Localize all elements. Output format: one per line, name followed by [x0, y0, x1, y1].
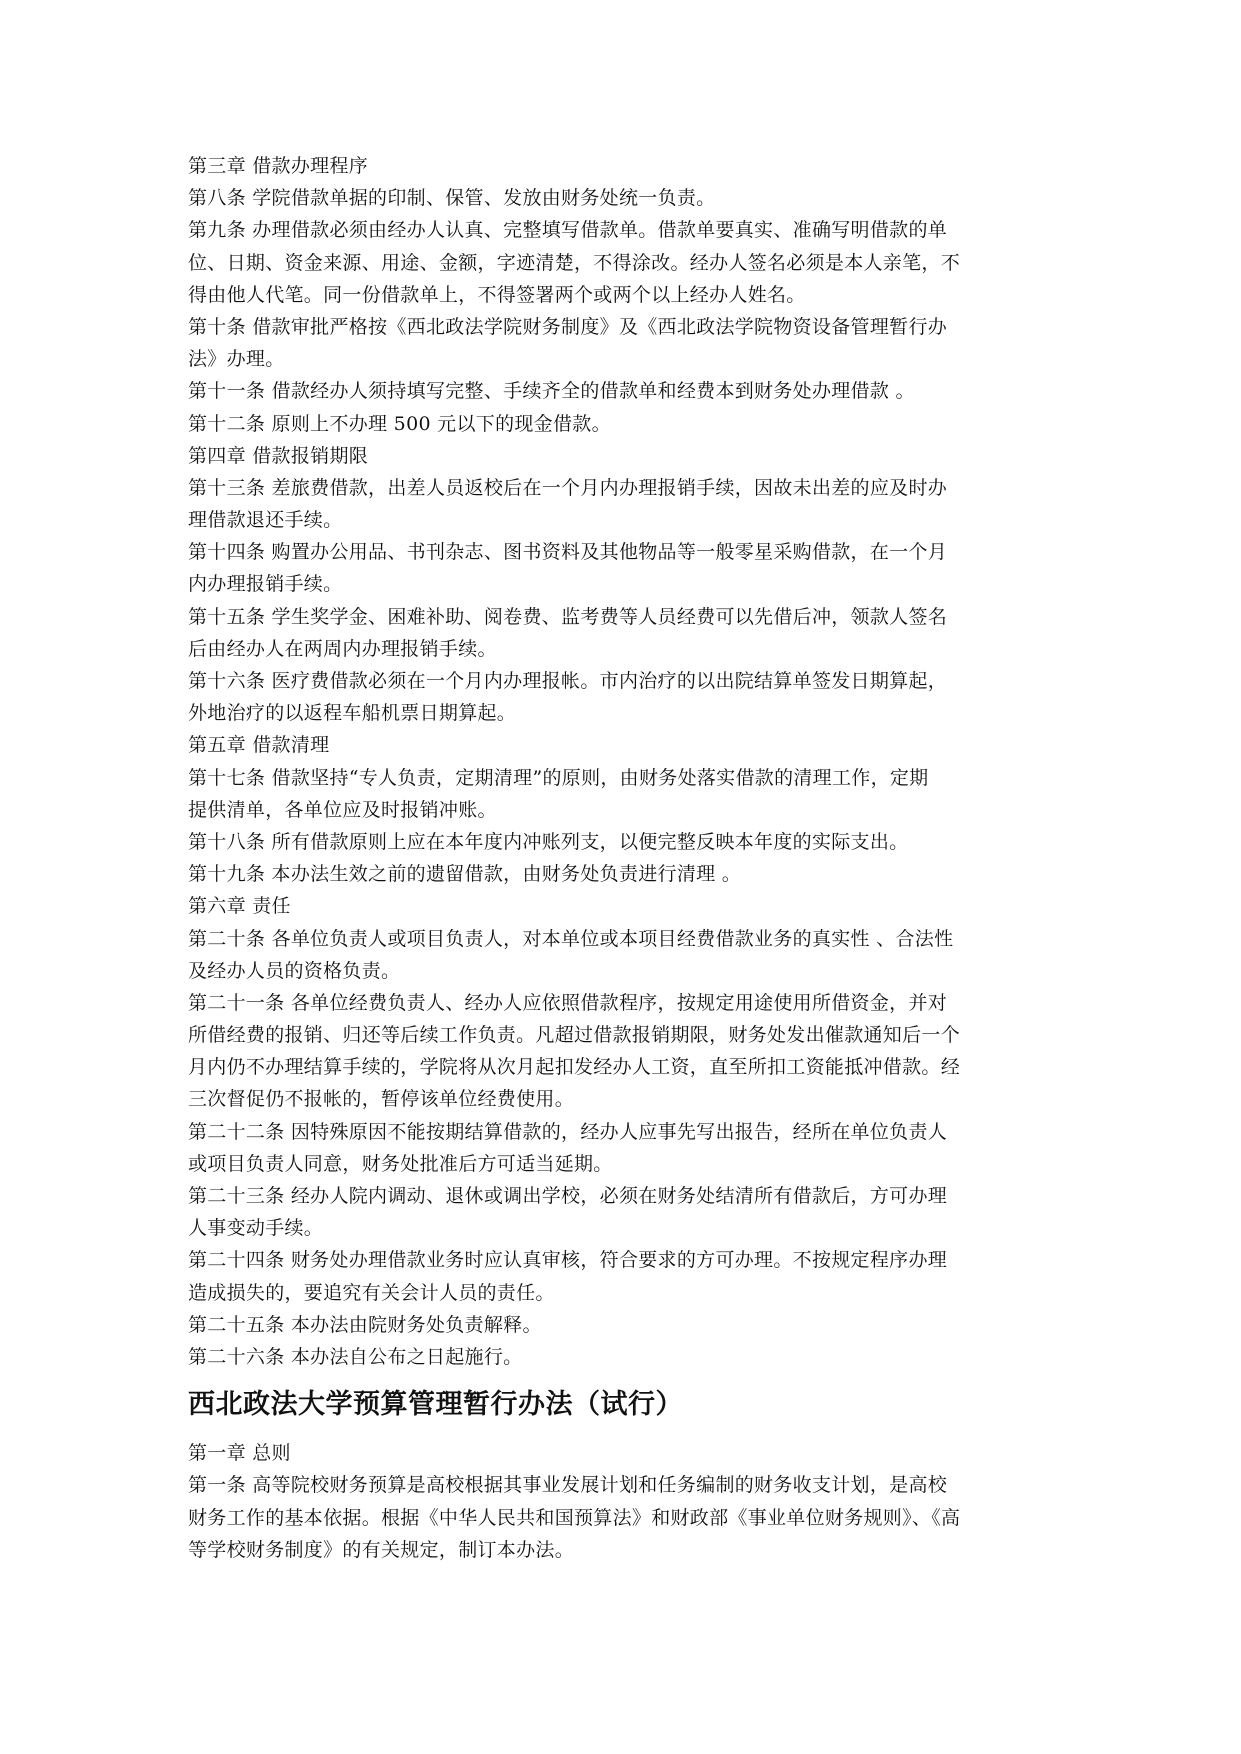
text-line: 位、日期、资金来源、用途、金额，字迹清楚，不得涂改。经办人签名必须是本人亲笔，不 [188, 251, 961, 274]
text-line: 第二十五条 本办法由院财务处负责解释。 [188, 1313, 542, 1336]
text-line: 第六章 责任 [188, 895, 291, 918]
text-line: 第十二条 原则上不办理 500 元以下的现金借款。 [188, 412, 611, 435]
text-line: 所借经费的报销、归还等后续工作负责。凡超过借款报销期限，财务处发出催款通知后一个 [188, 1024, 961, 1047]
text-line: 第二十条 各单位负责人或项目负责人，对本单位或本项目经费借款业务的真实性 、合法性 [188, 927, 954, 950]
text-line: 财务工作的基本依据。根据《中华人民共和国预算法》和财政部《事业单位财务规则》、《高 [188, 1506, 961, 1529]
text-line: 人事变动手续。 [188, 1217, 324, 1240]
text-line: 造成损失的，要追究有关会计人员的责任。 [188, 1281, 555, 1304]
text-line: 第十三条 差旅费借款，出差人员返校后在一个月内办理报销手续，因故未出差的应及时办 [188, 476, 948, 499]
text-line: 第一条 高等院校财务预算是高校根据其事业发展计划和任务编制的财务收支计划，是高校 [188, 1474, 948, 1497]
text-line: 及经办人员的资格负责。 [188, 959, 401, 982]
text-line: 等学校财务制度》的有关规定，制订本办法。 [188, 1538, 575, 1561]
text-line: 或项目负责人同意，财务处批准后方可适当延期。 [188, 1152, 613, 1175]
text-line: 第三章 借款办理程序 [188, 155, 369, 177]
document-page [188, 150, 1068, 1566]
text-line: 第十条 借款审批严格按《西北政法学院财务制度》及《西北政法学院物资设备管理暂行办 [188, 315, 948, 338]
text-line: 第九条 办理借款必须由经办人认真、完整填写借款单。借款单要真实、准确写明借款的单 [188, 219, 948, 242]
budget-rules-section [188, 1437, 1068, 1566]
text-line: 第十四条 购置办公用品、书刊杂志、图书资料及其他物品等一般零星采购借款，在一个月 [188, 541, 948, 564]
text-line: 第四章 借款报销期限 [188, 444, 369, 467]
text-line: 外地治疗的以返程车船机票日期算起。 [188, 702, 517, 725]
text-line: 第二十四条 财务处办理借款业务时应认真审核，符合要求的方可办理。不按规定程序办理 [188, 1249, 948, 1272]
text-line: 三次督促仍不报帐的，暂停该单位经费使用。 [188, 1088, 575, 1111]
text-line: 第十五条 学生奖学金、困难补助、阅卷费、监考费等人员经费可以先借后冲，领款人签名 [188, 605, 948, 628]
text-line: 第二十一条 各单位经费负责人、经办人应依照借款程序，按规定用途使用所借资金，并对 [188, 991, 948, 1014]
text-line: 第二十三条 经办人院内调动、退休或调出学校，必须在财务处结清所有借款后，方可办理 [188, 1185, 948, 1207]
text-line: 第二十二条 因特殊原因不能按期结算借款的，经办人应事先写出报告，经所在单位负责人 [188, 1120, 948, 1143]
text-line: 月内仍不办理结算手续的，学院将从次月起扣发经办人工资，直至所扣工资能抵冲借款。经 [188, 1056, 961, 1079]
borrowing-rules-section [188, 150, 1068, 1373]
text-line: 第十九条 本办法生效之前的遗留借款，由财务处负责进行清理 。 [188, 863, 742, 886]
text-line: 理借款退还手续。 [188, 509, 343, 532]
text-line: 第八条 学院借款单据的印制、保管、发放由财务处统一负责。 [188, 187, 716, 210]
text-line: 法》办理。 [188, 348, 285, 371]
text-line: 内办理报销手续。 [188, 573, 343, 596]
text-line: 提供清单，各单位应及时报销冲账。 [188, 798, 497, 821]
text-line: 第十八条 所有借款原则上应在本年度内冲账列支，以便完整反映本年度的实际支出。 [188, 830, 909, 853]
text-line: 得由他人代笔。同一份借款单上，不得签署两个或两个以上经办人姓名。 [188, 283, 806, 306]
text-line: 第二十六条 本办法自公布之日起施行。 [188, 1345, 523, 1368]
text-line: 第十七条 借款坚持“专人负责，定期清理”的原则，由财务处落实借款的清理工作，定期 [188, 766, 929, 789]
text-line: 第十一条 借款经办人须持填写完整、手续齐全的借款单和经费本到财务处办理借款 。 [188, 380, 915, 403]
text-line: 第五章 借款清理 [188, 734, 330, 757]
text-line: 第十六条 医疗费借款必须在一个月内办理报帐。市内治疗的以出院结算单签发日期算起， [188, 670, 948, 692]
section-heading: 西北政法大学预算管理暂行办法（试行） [188, 1389, 683, 1421]
text-line: 第一章 总则 [188, 1442, 291, 1465]
text-line: 后由经办人在两周内办理报销手续。 [188, 637, 497, 660]
